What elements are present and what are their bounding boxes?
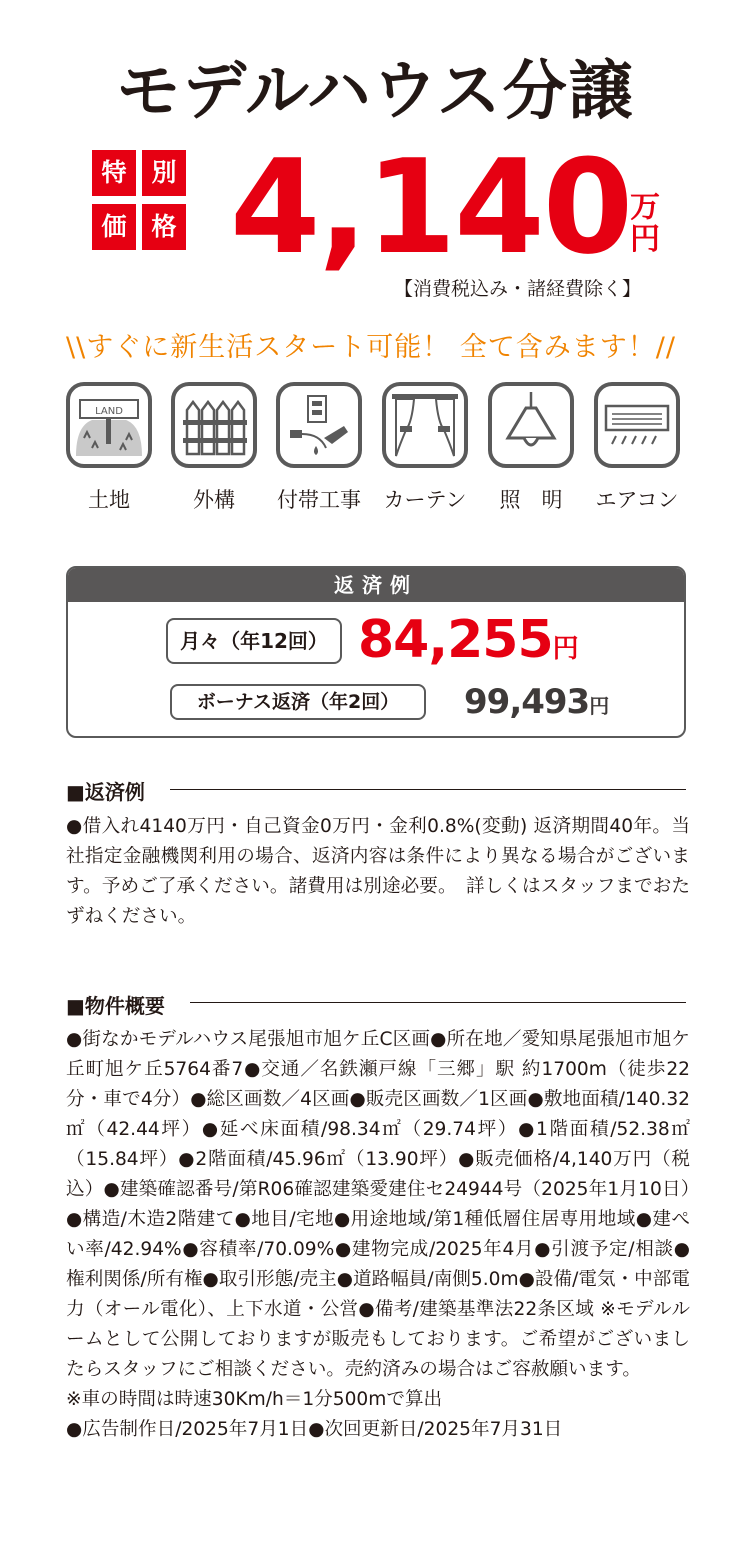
calc-note: ※車の時間は時速30Km/h＝1分500mで算出 bbox=[66, 1389, 443, 1410]
property-overview bbox=[66, 1025, 690, 1445]
price-unit-yen: 円 bbox=[630, 222, 660, 257]
section-divider bbox=[170, 789, 686, 790]
ad-date-note: ●広告制作日/2025年7月1日●次回更新日/2025年7月31日 bbox=[66, 1419, 563, 1440]
aircon-icon bbox=[594, 382, 680, 468]
equipment-label: カーテン bbox=[383, 488, 467, 512]
badge-char: 特 bbox=[92, 150, 136, 196]
repayment-example-box bbox=[66, 566, 686, 738]
equipment-label: 照 明 bbox=[499, 488, 563, 512]
section-heading-property: ■物件概要 bbox=[66, 994, 165, 1018]
bonus-value: 99,493 bbox=[464, 682, 590, 722]
equipment-label: 外構 bbox=[193, 488, 235, 512]
curtain-icon bbox=[382, 382, 468, 468]
section-divider bbox=[190, 1002, 686, 1003]
equipment-label: 土地 bbox=[88, 488, 130, 512]
section-heading-repayment: ■返済例 bbox=[66, 780, 145, 804]
badge-char: 格 bbox=[142, 204, 186, 250]
bonus-unit: 円 bbox=[589, 694, 609, 718]
price-unit-man: 万 bbox=[630, 190, 660, 225]
fence-icon bbox=[171, 382, 257, 468]
page-title: モデルハウス分譲 bbox=[116, 55, 635, 129]
land-sign-text: LAND bbox=[95, 406, 123, 417]
badge-char: 別 bbox=[142, 150, 186, 196]
equipment-label: 付帯工事 bbox=[277, 488, 361, 512]
tax-note: 【消費税込み・諸経費除く】 bbox=[394, 278, 642, 300]
land-icon bbox=[66, 382, 152, 468]
special-price: 4,140 bbox=[230, 131, 632, 283]
bonus-payment bbox=[464, 682, 608, 726]
monthly-payment bbox=[358, 610, 578, 679]
property-overview-text: ●街なかモデルハウス尾張旭市旭ケ丘C区画●所在地／愛知県尾張旭市旭ケ丘町旭ケ丘5764番7●交通／名鉄瀬戸線「三郷」駅 約1700m（徒歩22分・車で4分）●総区画数／4区画●販売区画数／1区画●敷地面積/140.32㎡（42.44坪）●延べ床面積/98.34㎡（29.74坪）●1階面積/52.38㎡（15.84坪）●2階面積/45.96㎡（13.90坪）●販売価格/4,140万円（税込）●建築確認番号/第R06確認建築愛建住セ24944号（2025年1月10日）●構造/木造2階建て●地目/宅地●用途地域/第1種低層住居専用地域●建ぺい率/42.94%●容積率/70.09%●建物完成/2025年4月●引渡予定/相談●権利関係/所有権●取引形態/売主●道路幅員/南側5.0m●設備/電気・中部電力（オール電化）、上下水道・公営●備考/建築基準法22条区域 ※モデルルームとして公開しておりますが販売もしております。ご希望がございましたらスタッフにご相談ください。売約済みの場合はご容赦願います。 bbox=[66, 1029, 690, 1380]
utility-icon bbox=[276, 382, 362, 468]
monthly-label: 月々（年12回） bbox=[166, 618, 342, 664]
lamp-icon bbox=[488, 382, 574, 468]
bonus-label: ボーナス返済（年2回） bbox=[170, 684, 426, 720]
repayment-header: 返済例 bbox=[68, 568, 684, 602]
equipment-label: エアコン bbox=[595, 488, 679, 512]
tagline: \\すぐに新生活スタート可能！ 全て含みます！// bbox=[66, 332, 676, 363]
monthly-unit: 円 bbox=[552, 634, 578, 664]
monthly-value: 84,255 bbox=[358, 610, 553, 670]
repayment-details-text: ●借入れ4140万円・自己資金0万円・金利0.8%(変動) 返済期間40年。当社指定金融機関利用の場合、返済内容は条件により異なる場合がございます。予めご了承ください。諸費用は別途必要。 詳しくはスタッフまでおたずねください。 bbox=[66, 816, 690, 927]
repayment-details bbox=[66, 812, 690, 932]
badge-char: 価 bbox=[92, 204, 136, 250]
